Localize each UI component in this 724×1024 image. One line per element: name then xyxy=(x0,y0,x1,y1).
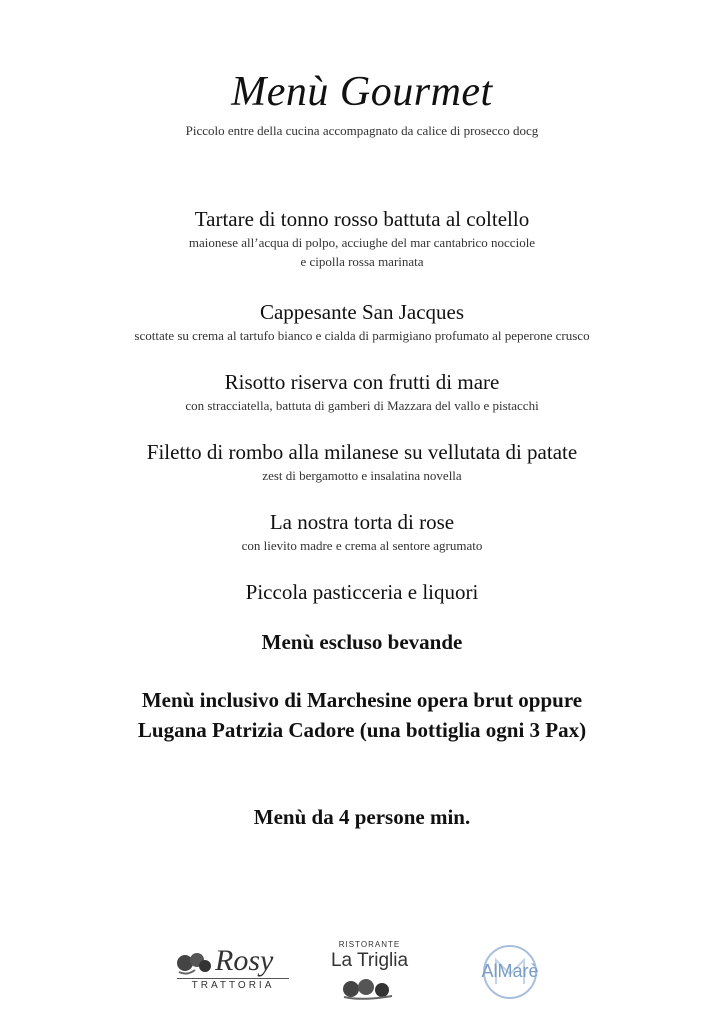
footer-logos xyxy=(0,940,724,1010)
logo-trattoria-rosy xyxy=(175,944,290,994)
course-torta xyxy=(0,508,724,555)
logo-triglia-small: RISTORANTE xyxy=(338,940,401,949)
course-cappesante xyxy=(0,298,724,345)
logo-triglia-name: La Triglia xyxy=(330,950,409,971)
course-description: con stracciatella, battuta di gamberi di Mazzara del vallo e pistacchi xyxy=(185,398,539,413)
course-name: Piccola pasticceria e liquori xyxy=(245,580,479,604)
course-name: Tartare di tonno rosso battuta al coltello xyxy=(194,207,530,231)
course-name: Cappesante San Jacques xyxy=(259,300,465,324)
course-risotto xyxy=(0,368,724,415)
course-description: zest di bergamotto e insalatina novella xyxy=(262,468,462,483)
course-description: e cipolla rossa marinata xyxy=(300,254,424,269)
page-title: Menù Gourmet xyxy=(231,69,493,115)
note-drinks-included-line1: Menù inclusivo di Marchesine opera brut oppure xyxy=(141,688,583,712)
note-minimum-persons: Menù da 4 persone min. xyxy=(253,805,471,829)
note-drinks-included-line2: Lugana Patrizia Cadore (una bottiglia ogni 3 Pax) xyxy=(137,718,587,742)
logo-almare xyxy=(470,942,550,1002)
logo-rosy-caption: TRATTORIA xyxy=(177,978,289,991)
course-description: con lievito madre e crema al sentore agrumato xyxy=(241,538,483,553)
course-pasticceria xyxy=(0,578,724,606)
course-name: Risotto riserva con frutti di mare xyxy=(224,370,500,394)
logo-ristorante-la-triglia xyxy=(322,940,417,1005)
course-name: Filetto di rombo alla milanese su vellutata di patate xyxy=(146,440,578,464)
course-description: maionese all’acqua di polpo, acciughe del mar cantabrico nocciole xyxy=(188,235,536,250)
logo-almare-text: AlMarè xyxy=(481,961,539,981)
roses-icon xyxy=(175,948,215,978)
logo-rosy-script: Rosy xyxy=(215,944,274,977)
course-rombo xyxy=(0,438,724,485)
course-description: scottate su crema al tartufo bianco e cialda di parmigiano profumato al peperone crusco xyxy=(134,328,590,343)
page-subtitle: Piccolo entre della cucina accompagnato da calice di prosecco docg xyxy=(185,123,539,138)
roses-icon xyxy=(342,977,397,1001)
note-drinks-excluded: Menù escluso bevande xyxy=(261,630,463,654)
course-tartare xyxy=(0,205,724,271)
course-name: La nostra torta di rose xyxy=(269,510,455,534)
